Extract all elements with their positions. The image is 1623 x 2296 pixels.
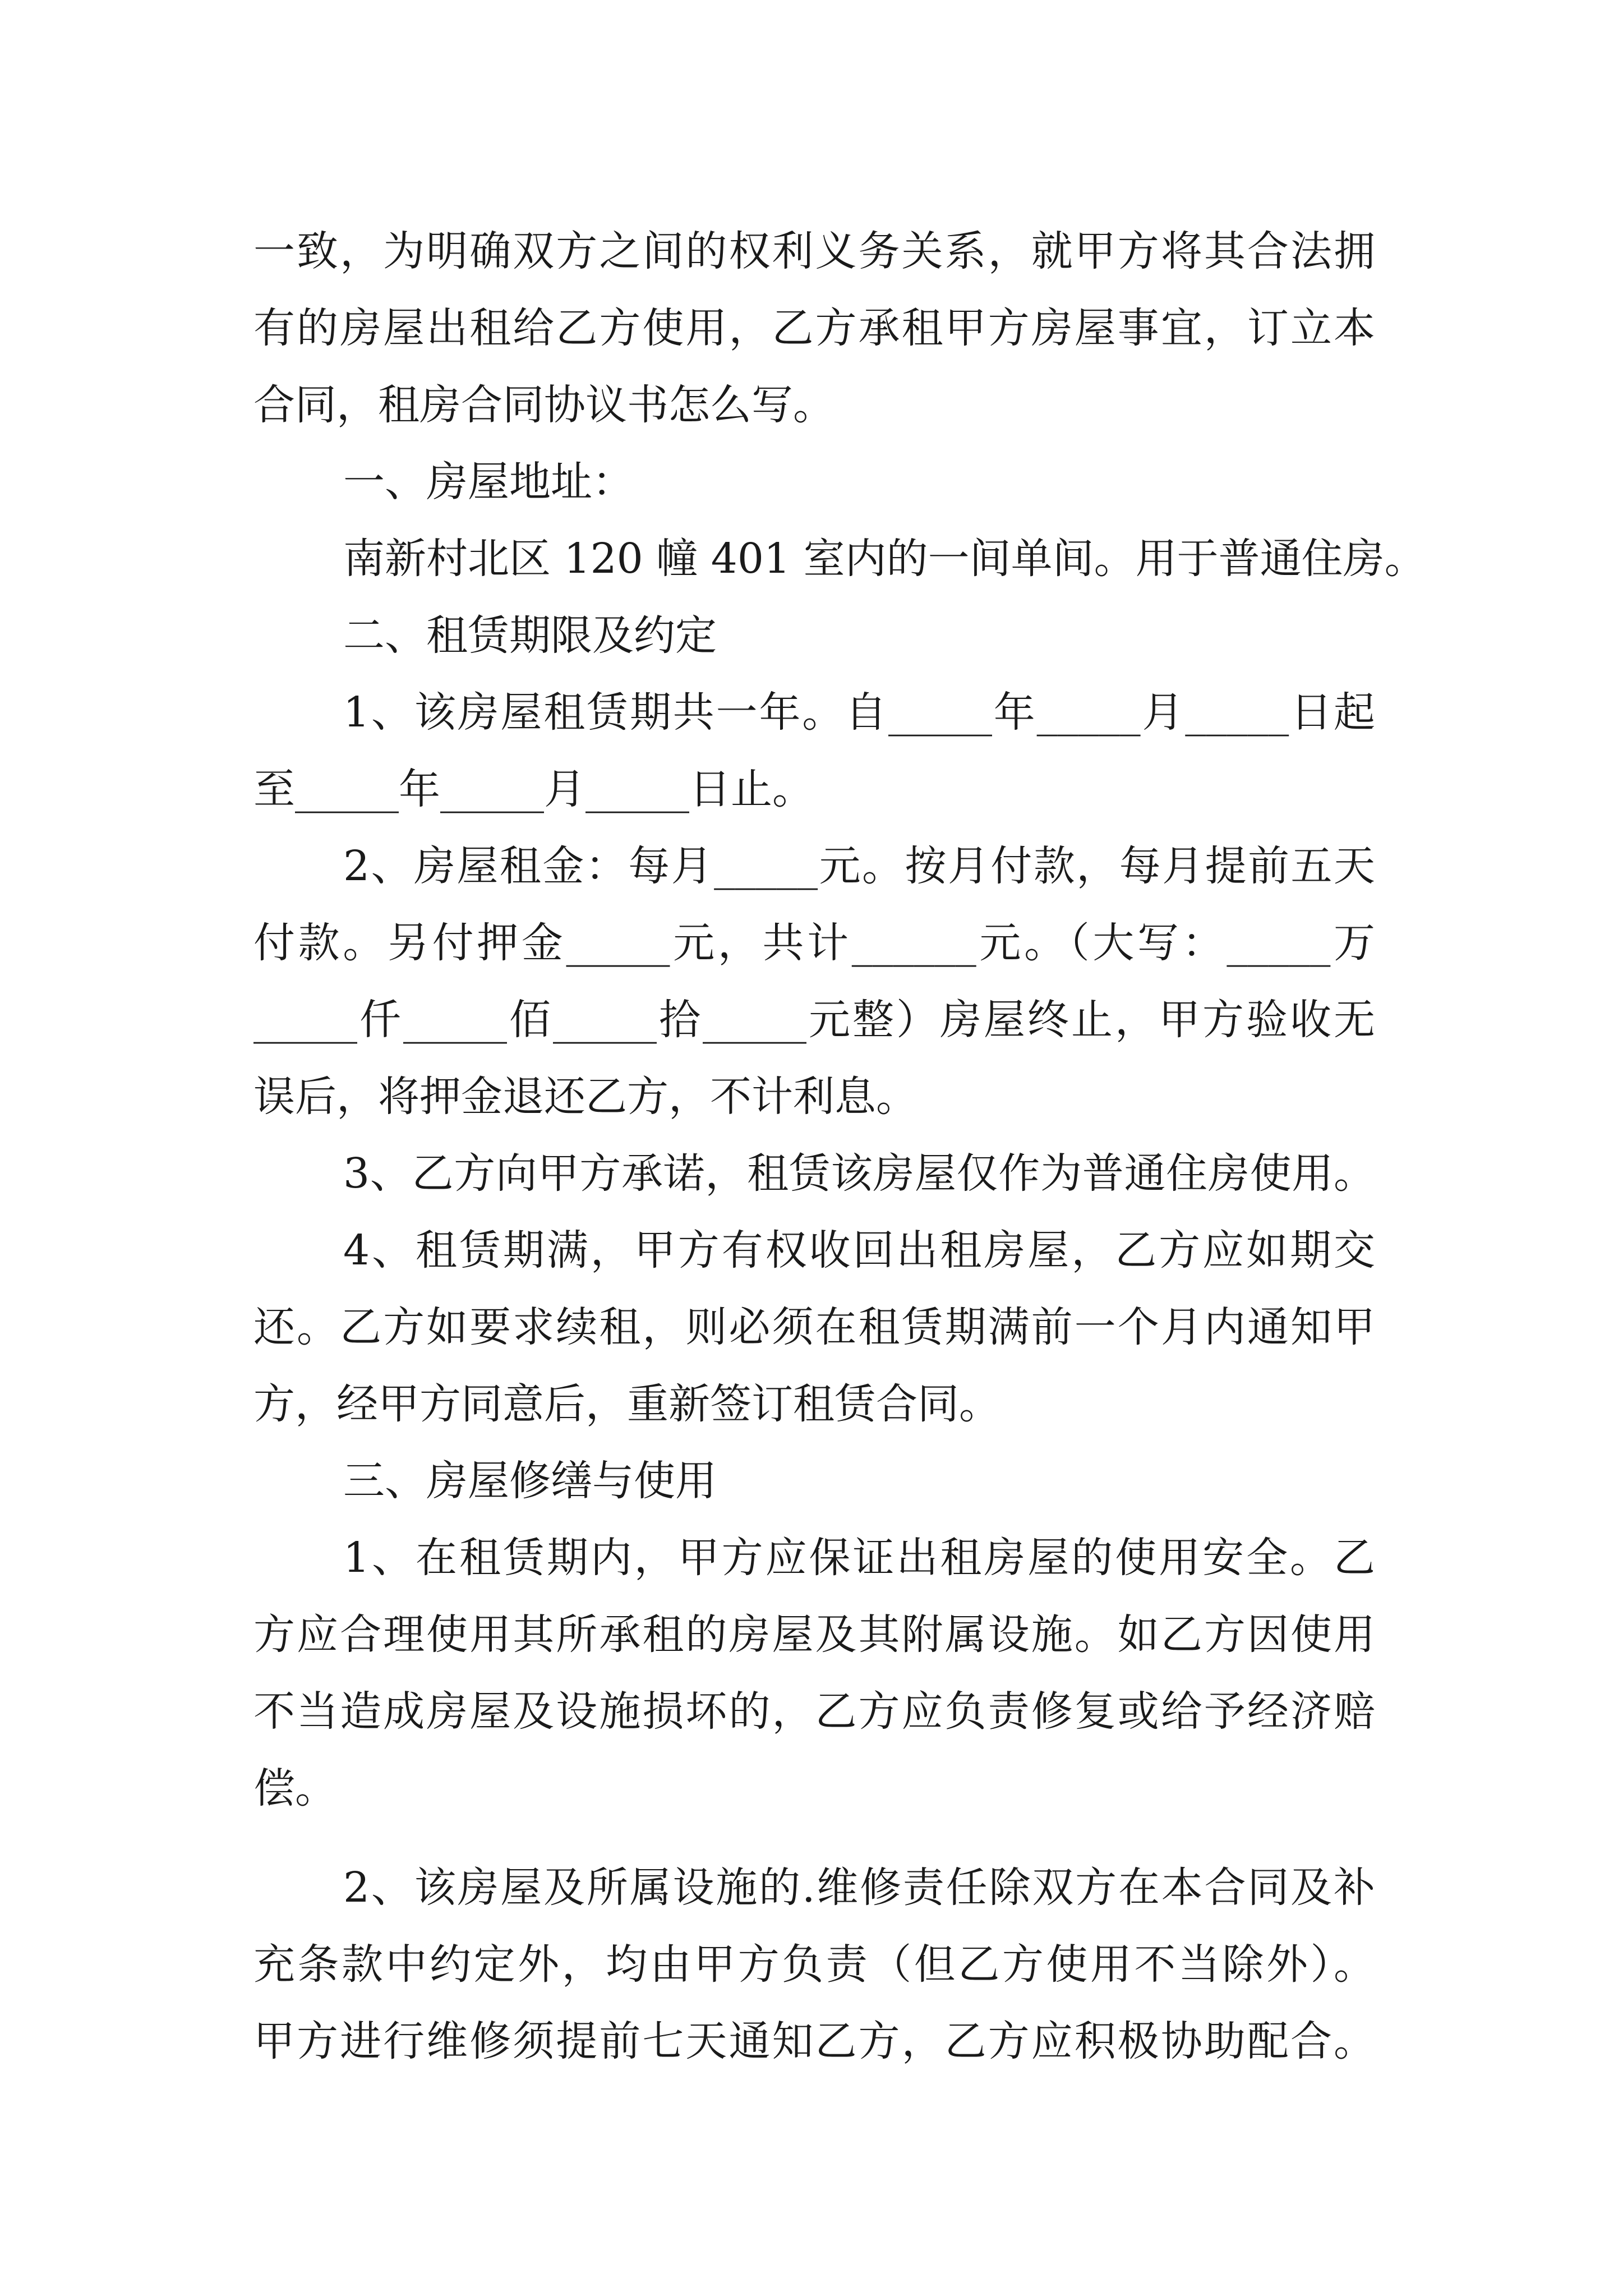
- text-line: 不当造成房屋及设施损坏的，乙方应负责修复或给予经济赔: [253, 1687, 1375, 1736]
- clause-3-1: [253, 1520, 1375, 1827]
- clause-3-2: [253, 1849, 1375, 2080]
- section-heading-address: 一、房屋地址：: [343, 458, 634, 506]
- text-line: 有的房屋出租给乙方使用，乙方承租甲方房屋事宜，订立本: [253, 304, 1375, 352]
- text-line: 4、租赁期满，甲方有权收回出租房屋，乙方应如期交: [343, 1226, 1375, 1274]
- text-line: 2、房屋租金：每月_____元。按月付款，每月提前五天: [343, 842, 1375, 890]
- clause-2-2: [253, 828, 1375, 1135]
- text-line: 一致，为明确双方之间的权利义务关系，就甲方将其合法拥: [253, 227, 1375, 275]
- text-line: 充条款中约定外，均由甲方负责（但乙方使用不当除外）。: [253, 1940, 1375, 1989]
- clause-2-1: [253, 674, 1375, 828]
- text-line: 误后，将押金退还乙方，不计利息。: [253, 1073, 917, 1121]
- section-heading-repair: 三、房屋修缮与使用: [343, 1457, 717, 1505]
- text-line: 1、该房屋租赁期共一年。自_____年_____月_____日起: [343, 688, 1375, 737]
- text-line: 1、在租赁期内，甲方应保证出租房屋的使用安全。乙: [343, 1534, 1375, 1582]
- document-body: [253, 213, 1426, 2080]
- address-text: 南新村北区 120 幢 401 室内的一间单间。用于普通住房。: [343, 535, 1426, 583]
- text-line: 2、该房屋及所属设施的.维修责任除双方在本合同及补: [343, 1864, 1375, 1912]
- text-line: 至_____年_____月_____日止。: [253, 765, 814, 813]
- text-line: 方，经甲方同意后，重新签订租赁合同。: [253, 1380, 1000, 1428]
- section-heading-lease-term: 二、租赁期限及约定: [343, 611, 717, 660]
- paragraph-spacer: [253, 1827, 1375, 1849]
- paragraph-intro: [253, 213, 1375, 444]
- text-line: 偿。: [253, 1764, 336, 1812]
- text-line: _____仟_____佰_____拾_____元整）房屋终止，甲方验收无: [253, 996, 1375, 1044]
- text-line: 合同，租房合同协议书怎么写。: [253, 381, 834, 429]
- text-line: 付款。另付押金_____元，共计______元。（大写：_____万: [253, 919, 1375, 967]
- clause-2-4: [253, 1212, 1375, 1443]
- text-line: 甲方进行维修须提前七天通知乙方，乙方应积极协助配合。: [253, 2017, 1375, 2065]
- text-line: 还。乙方如要求续租，则必须在租赁期满前一个月内通知甲: [253, 1303, 1375, 1351]
- clause-2-3: 3、乙方向甲方承诺，租赁该房屋仅作为普通住房使用。: [343, 1149, 1375, 1198]
- text-line: 方应合理使用其所承租的房屋及其附属设施。如乙方因使用: [253, 1611, 1375, 1659]
